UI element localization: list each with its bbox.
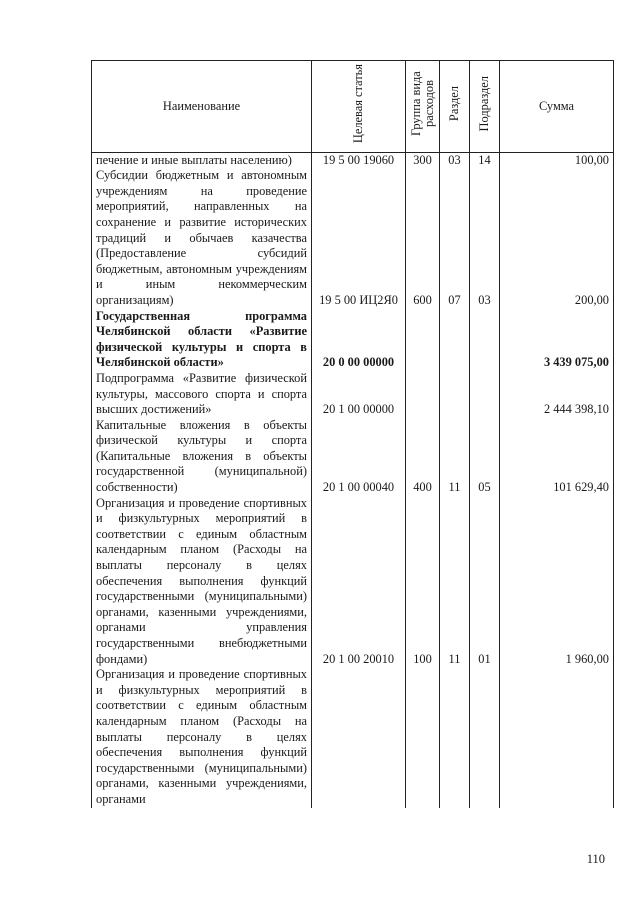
cell-sum: 100,00 xyxy=(500,152,614,168)
cell-group: 600 xyxy=(406,168,440,308)
header-section: Раздел xyxy=(440,61,470,153)
cell-name: Организация и проведение спортивных и физкультурных мероприятий в соответствии с единым областным календарным планом (Расходы на выплаты персоналу в целях обеспечения выполнения функций государственными (муниципальными) органами, казенными учреждениями, органами xyxy=(92,667,312,807)
cell-group: 300 xyxy=(406,152,440,168)
cell-subsection xyxy=(470,667,500,807)
header-name: Наименование xyxy=(92,61,312,153)
cell-subsection: 05 xyxy=(470,418,500,496)
cell-section: 11 xyxy=(440,496,470,668)
table-row xyxy=(92,371,614,418)
cell-name: Государственная программа Челябинской области «Развитие физической культуры и спорта в Челябинской области» xyxy=(92,309,312,371)
cell-subsection xyxy=(470,309,500,371)
cell-section xyxy=(440,371,470,418)
cell-group: 100 xyxy=(406,496,440,668)
page-number: 110 xyxy=(586,852,605,866)
budget-table xyxy=(91,60,614,808)
cell-subsection: 03 xyxy=(470,168,500,308)
cell-code: 19 5 00 19060 xyxy=(312,152,406,168)
header-group: Группа вида расходов xyxy=(406,61,440,153)
cell-subsection: 14 xyxy=(470,152,500,168)
cell-sum: 1 960,00 xyxy=(500,496,614,668)
table-row xyxy=(92,152,614,168)
table-header-row xyxy=(92,61,614,153)
cell-code: 20 1 00 00000 xyxy=(312,371,406,418)
table-row xyxy=(92,496,614,668)
cell-sum: 200,00 xyxy=(500,168,614,308)
cell-name: печение и иные выплаты населению) xyxy=(92,152,312,168)
cell-group xyxy=(406,667,440,807)
header-code: Целевая статья xyxy=(312,61,406,153)
cell-group xyxy=(406,309,440,371)
cell-name: Организация и проведение спортивных и физкультурных мероприятий в соответствии с единым областным календарным планом (Расходы на выплаты персоналу в целях обеспечения выполнения функций государственными (муниципальными) органами, казенными учреждениями, органами управления государственными внебюджетными фондами) xyxy=(92,496,312,668)
cell-section xyxy=(440,667,470,807)
table-row xyxy=(92,168,614,308)
table-row xyxy=(92,418,614,496)
table-row xyxy=(92,309,614,371)
cell-section: 03 xyxy=(440,152,470,168)
table-row xyxy=(92,667,614,807)
cell-code xyxy=(312,667,406,807)
cell-name: Капитальные вложения в объекты физической культуры и спорта (Капитальные вложения в объекты государственной (муниципальной) собственности) xyxy=(92,418,312,496)
cell-sum: 3 439 075,00 xyxy=(500,309,614,371)
cell-sum: 2 444 398,10 xyxy=(500,371,614,418)
cell-subsection xyxy=(470,371,500,418)
cell-subsection: 01 xyxy=(470,496,500,668)
header-sum: Сумма xyxy=(500,61,614,153)
cell-code: 20 1 00 20010 xyxy=(312,496,406,668)
cell-name: Подпрограмма «Развитие физической культуры, массового спорта и спорта высших достижений» xyxy=(92,371,312,418)
cell-name: Субсидии бюджетным и автономным учреждениям на проведение мероприятий, направленных на сохранение и развитие исторических традиций и обычаев казачества (Предоставление субсидий бюджетным, автономным учреждениям и иным некоммерческим организациям) xyxy=(92,168,312,308)
cell-section: 07 xyxy=(440,168,470,308)
cell-group: 400 xyxy=(406,418,440,496)
cell-group xyxy=(406,371,440,418)
cell-code: 19 5 00 ИЦ2Я0 xyxy=(312,168,406,308)
cell-code: 20 0 00 00000 xyxy=(312,309,406,371)
cell-sum xyxy=(500,667,614,807)
cell-section xyxy=(440,309,470,371)
header-subsection: Подраздел xyxy=(470,61,500,153)
cell-code: 20 1 00 00040 xyxy=(312,418,406,496)
cell-sum: 101 629,40 xyxy=(500,418,614,496)
cell-section: 11 xyxy=(440,418,470,496)
